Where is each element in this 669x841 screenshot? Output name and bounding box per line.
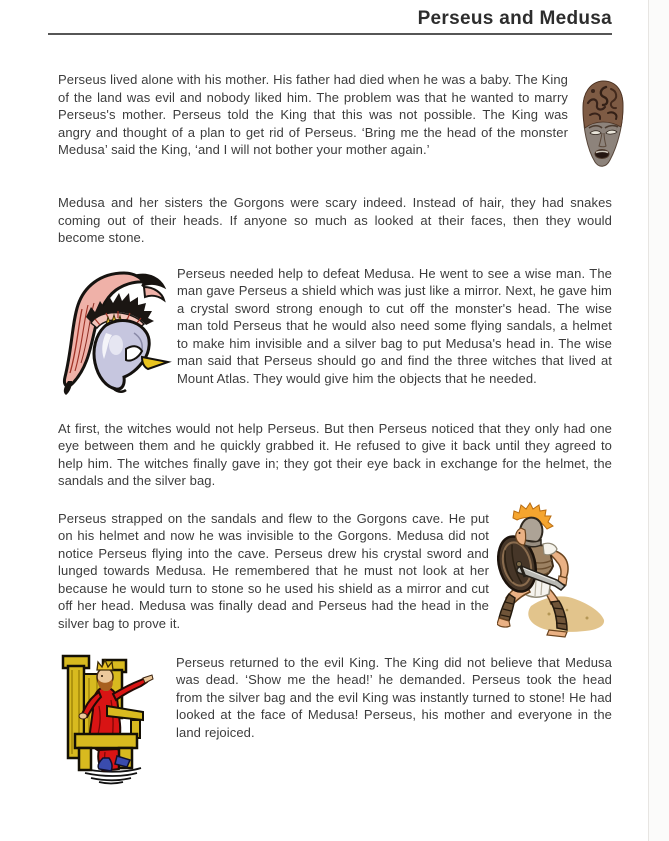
story-paragraph-2-text: Medusa and her sisters the Gorgons were scary indeed. Instead of hair, they had snakes coming out of their heads. If anyone so much as looked at their faces, then they would become stone. — [58, 195, 612, 245]
king-on-throne-figure — [55, 650, 168, 785]
story-paragraph-1-text: Perseus lived alone with his mother. His father had died when he was a baby. The King of the land was evil and nobody liked him. The problem was that he wanted to marry Perseus's mother. Perseus told the King that this was not possible. The King was angry and thought of a plan to get rid of Perseus. ‘Bring me the head of the monster Medusa’ said the King, ‘and I will not bother your mother again.’ — [58, 72, 568, 157]
story-paragraph-4-text: At first, the witches would not help Perseus. But then Perseus noticed that they only had one eye between them and he quickly grabbed it. He refused to give it back until they agreed to help him. The witches finally gave in; they got their eye back in exchange for the helmet, the sandals and the silver bag. — [58, 420, 612, 488]
story-paragraph-2 — [58, 194, 612, 247]
story-paragraph-3 — [58, 265, 612, 400]
greek-helmet-figure — [60, 265, 172, 398]
story-paragraph-6-text: Perseus returned to the evil King. The King did not believe that Medusa was dead. ‘Show me the head!’ he demanded. Perseus took the head from the silver bag and the evil King was instantly turned to stone! He had looked at the face of Medusa! Perseus, his mother and everyone in the land rejoiced. — [176, 654, 612, 740]
story-paragraph-1 — [58, 71, 612, 172]
page-right-edge — [648, 0, 669, 841]
perseus-warrior-illustration — [497, 502, 612, 640]
page-title: Perseus and Medusa — [417, 8, 612, 29]
medusa-mask-illustration — [578, 75, 628, 170]
king-on-throne-illustration — [55, 650, 168, 785]
story-paragraph-5 — [58, 510, 612, 640]
perseus-warrior-figure — [497, 502, 612, 640]
medusa-mask-figure — [578, 75, 628, 170]
story-paragraph-5-text: Perseus strapped on the sandals and flew to the Gorgons cave. He put on his helmet and now he was invisible to the Gorgons. Medusa did not notice Perseus flying into the cave. Perseus drew his crystal sword and lunged towards Medusa. He remembered that he must not look at her because he would turn to stone so he used his shield as a mirror and cut off her head. Medusa was finally dead and Perseus had the head in the silver bag to prove it. — [58, 510, 489, 631]
page-header — [48, 8, 612, 35]
story-paragraph-3-text: Perseus needed help to defeat Medusa. He went to see a wise man. The man gave Perseus a shield which was just like a mirror. Next, he gave him a crystal sword strong enough to cut off the monster's head. The wise man told Perseus that he would also need some flying sandals, a helmet to make him invisible and a silver bag to put Medusa's head in. The wise man said that Perseus should go and find the three witches that lived at Mount Atlas. They would give him the objects that he needed. — [177, 265, 612, 386]
story-paragraph-4 — [58, 420, 612, 490]
story-paragraph-6 — [58, 654, 612, 787]
story-body — [58, 71, 612, 787]
greek-helmet-illustration — [60, 265, 172, 398]
